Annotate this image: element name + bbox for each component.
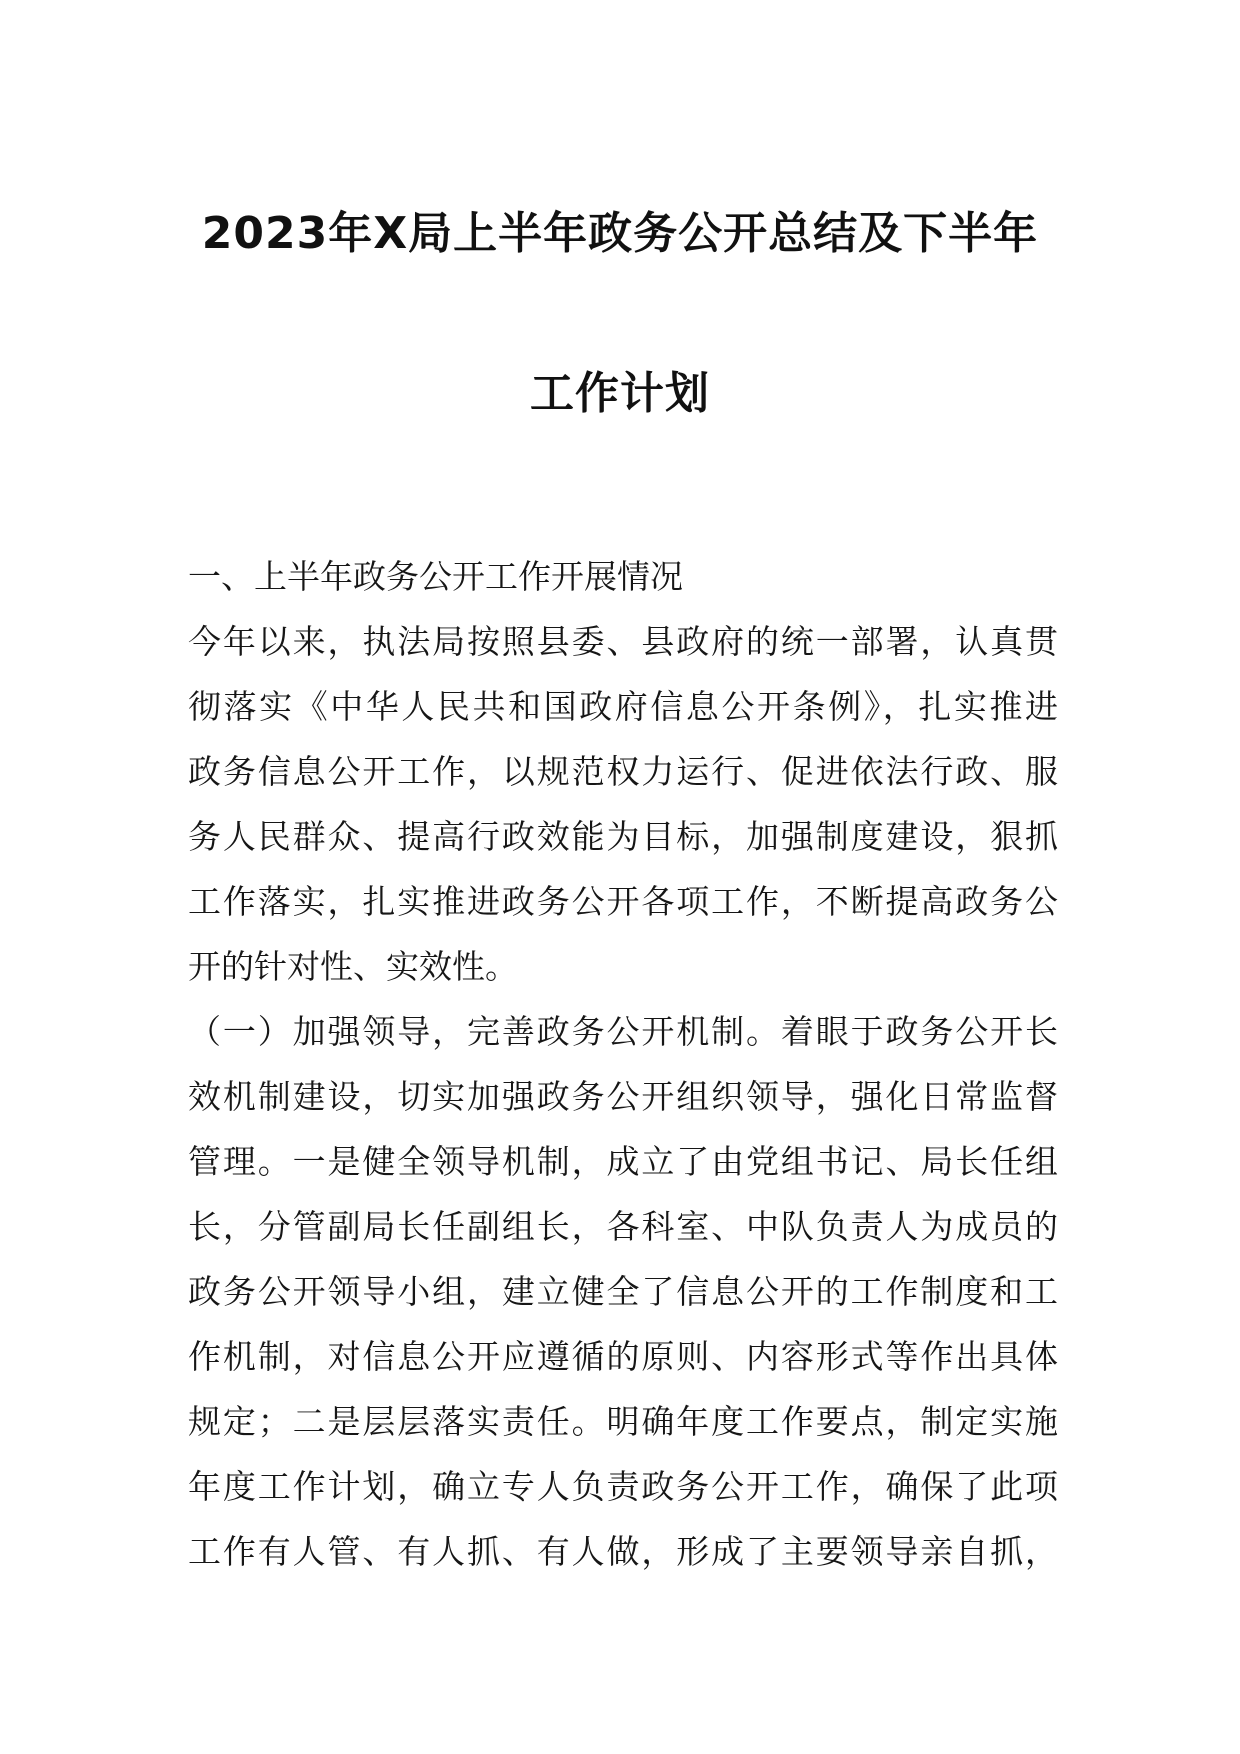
paragraph-line: 工作落实，扎实推进政务公开各项工作，不断提高政务公 xyxy=(188,882,1058,921)
paragraph-line: 开的针对性、实效性。 xyxy=(188,947,518,986)
paragraph-1 xyxy=(188,609,1058,999)
paragraph-line: 政务公开领导小组，建立健全了信息公开的工作制度和工 xyxy=(188,1272,1058,1311)
paragraph-line: 作机制，对信息公开应遵循的原则、内容形式等作出具体 xyxy=(188,1337,1058,1376)
paragraph-2 xyxy=(188,999,1058,1584)
paragraph-line: 今年以来，执法局按照县委、县政府的统一部署，认真贯 xyxy=(188,622,1058,661)
paragraph-line: 管理。一是健全领导机制，成立了由党组书记、局长任组 xyxy=(188,1142,1058,1181)
section-heading: 一、上半年政务公开工作开展情况 xyxy=(188,557,683,596)
document-title-line-2: 工作计划 xyxy=(530,368,710,419)
paragraph-line: 彻落实《中华人民共和国政府信息公开条例》，扎实推进 xyxy=(188,687,1058,726)
paragraph-line: 长，分管副局长任副组长，各科室、中队负责人为成员的 xyxy=(188,1207,1058,1246)
paragraph-line: （一）加强领导，完善政务公开机制。着眼于政务公开长 xyxy=(188,1012,1058,1051)
document-title-line-1: 2023年X局上半年政务公开总结及下半年 xyxy=(201,208,1039,259)
paragraph-line: 规定；二是层层落实责任。明确年度工作要点，制定实施 xyxy=(188,1402,1058,1441)
paragraph-line: 政务信息公开工作，以规范权力运行、促进依法行政、服 xyxy=(188,752,1058,791)
paragraph-line: 工作有人管、有人抓、有人做，形成了主要领导亲自抓， xyxy=(188,1532,1058,1571)
paragraph-line: 务人民群众、提高行政效能为目标，加强制度建设，狠抓 xyxy=(188,817,1058,856)
paragraph-line: 效机制建设，切实加强政务公开组织领导，强化日常监督 xyxy=(188,1077,1058,1116)
paragraph-line: 年度工作计划，确立专人负责政务公开工作，确保了此项 xyxy=(188,1467,1058,1506)
